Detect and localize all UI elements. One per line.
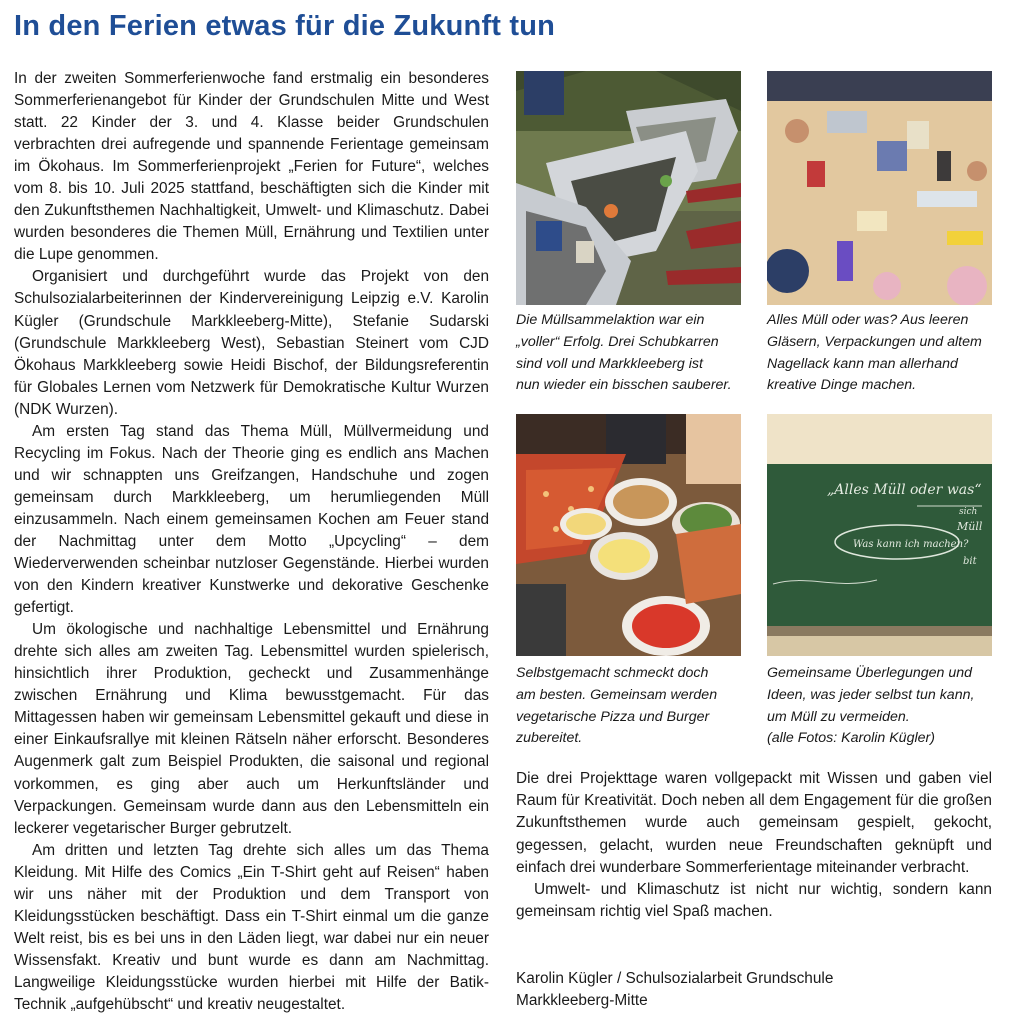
paragraph: In der zweiten Sommerferienwoche fand erstmalig ein besonderes Sommerferienangebot für Kinder der Grundschulen Mitte und West statt. 22 Kinder der 3. und 4. Klasse beider Grundschulen verbrachten drei aufregende und spannende Ferientage gemeinsam im Ökohaus. Im Sommerferienprojekt „Ferien for Future“, welches vom 8. bis 10. Juli 2025 stattfand, beschäftigten sich die Kinder mit den Zukunftsthemen Nachhaltigkeit, Umwelt- und Klimaschutz. Dabei wurden besonderes die Themen Müll, Ernährung und Textilien unter die Lupe genommen.: [14, 70, 489, 264]
paragraph: Umwelt- und Klimaschutz ist nicht nur wichtig, sondern kann gemeinsam richtig viel Spaß machen.: [516, 881, 992, 921]
photo-caption: Gemeinsame Überlegungen und Ideen, was jeder selbst tun kann, um Müll zu vermeiden. (alle Fotos: Karolin Kügler): [767, 665, 975, 747]
photo-caption: Die Müllsammelaktion war ein „voller“ Erfolg. Drei Schubkarren sind voll und Markkleeberg ist nun wieder ein bisschen sauberer.: [516, 312, 732, 394]
author-line: Markkleeberg-Mitte: [516, 992, 648, 1010]
photo-chalkboard: [767, 414, 992, 656]
paragraph: Am dritten und letzten Tag drehte sich alles um das Thema Kleidung. Mit Hilfe des Comics „Ein T-Shirt geht auf Reisen“ haben wir uns näher mit der Produktion und dem Transport von Kleidungsstücken beschäftigt. Dass ein T-Shirt einmal um die ganze Welt reist, bis es bei uns in den Läden liegt, war dabei nur ein neuer Wissensfakt. Kreativ und bunt wurde es dann am Nachmittag. Langweilige Kleidungsstücke wurden hierbei mit Hilfe der Batik-Technik „aufgehübscht“ und kreativ neugestaltet.: [14, 841, 489, 1013]
svg-text:sich: sich: [959, 507, 978, 517]
photo-wheelbarrows: [516, 71, 741, 305]
photo-craft-table: [767, 71, 992, 305]
photo-food: [516, 414, 741, 656]
chalkboard-title: „Alles Müll oder was“: [827, 482, 982, 498]
article-body-right: [516, 768, 992, 923]
svg-text:Müll: Müll: [957, 520, 983, 533]
paragraph: Organisiert und durchgeführt wurde das Projekt von den Schulsozialarbeiterinnen der Kindervereinigung Leipzig e.V. Karolin Kügler (Grundschule Markkleeberg-Mitte), Stefanie Sudarski (Grundschule Markkleeberg West), Sebastian Steinert vom CJD Ökohaus Markkleeberg sowie Heidi Bischof, der Bildungsreferentin für Globales Lernen vom Netzwerk für Demokratische Kultur Wurzen (NDK Wurzen).: [14, 268, 489, 418]
svg-text:bit: bit: [963, 556, 977, 567]
author-line: Karolin Kügler / Schulsozialarbeit Grundschule: [516, 970, 834, 987]
paragraph: Am ersten Tag stand das Thema Müll, Müllvermeidung und Recycling im Fokus. Nach der Theorie ging es endlich ans Machen und wir schnappten uns Greifzangen, Handschuhe und zogen gemeinsam durch Markkleeberg, um herumliegenden Müll einzusammeln. Nach einem gemeinsamen Kochen am Feuer stand der Nachmittag unter dem Motto „Upcycling“ – dem Wiederverwenden scheinbar nutzloser Gegenstände. Hierbei wurden von den Kindern kreativer Kunstwerke und dekorative Geschenke gefertigt.: [14, 422, 489, 617]
paragraph: Um ökologische und nachhaltige Lebensmittel und Ernährung drehte sich alles am zweiten Tag. Lebensmittel wurden spielerisch, hinsichtlich ihrer Produktion, gecheckt und Zusammenhänge zwischen Ernährung und Klima bewusstgemacht. Für das Mittagessen haben wir gemeinsam Lebensmittel gekauft und diese in einer Einkaufsrallye mit kleinen Rätseln näher erforscht. Besonderes Augenmerk galt zum Beispiel Produkten, die saisonal und regional vorkommen, es ging aber auch um Herkunftsländer und Verpackungen. Gemeinsam wurde dann aus den Lebensmitteln ein leckerer vegetarischer Burger gebrutzelt.: [14, 621, 489, 837]
article-body-left: [14, 68, 489, 1016]
author-signature: [516, 968, 992, 1012]
paragraph: Die drei Projekttage waren vollgepackt mit Wissen und gaben viel Raum für Kreativität. Doch neben all dem Engagement für die großen Zukunftsthemen wurde auch gemeinsam gespielt, gekocht, gegessen, gelacht, wurden neue Freundschaften geknüpft und einfach drei wunderbare Sommerferientage miteinander verbracht.: [516, 770, 992, 876]
photo-caption: Alles Müll oder was? Aus leeren Gläsern, Verpackungen und altem Nagellack kann man allerhand kreative Dinge machen.: [767, 312, 982, 394]
photo-caption: Selbstgemacht schmeckt doch am besten. Gemeinsam werden vegetarische Pizza und Burger zubereitet.: [516, 665, 718, 747]
chalkboard-bubble: Was kann ich machen?: [853, 539, 969, 550]
article-headline: In den Ferien etwas für die Zukunft tun: [14, 10, 556, 42]
